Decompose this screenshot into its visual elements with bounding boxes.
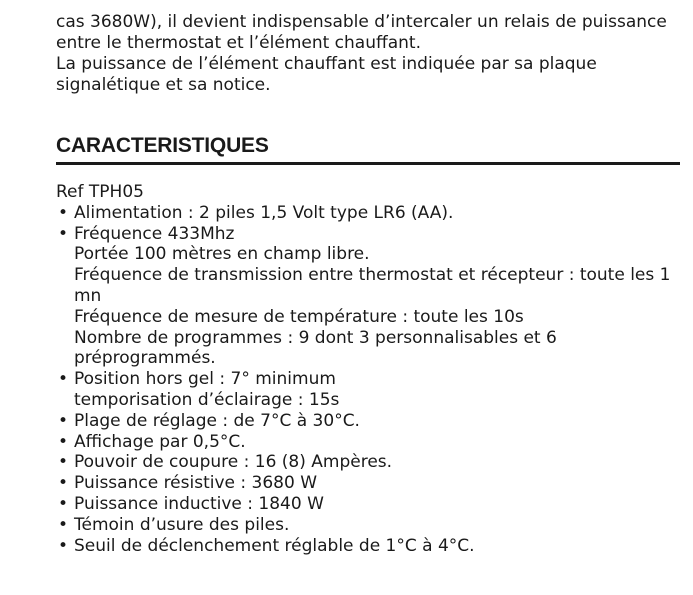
section-heading: CARACTERISTIQUES <box>56 134 680 165</box>
intro-text <box>56 12 676 96</box>
spec-main: Alimentation : 2 piles 1,5 Volt type LR6 (AA). <box>74 202 454 223</box>
spec-main: Puissance résistive : 3680 W <box>74 473 317 494</box>
spec-sub: Nombre de programmes : 9 dont 3 personnalisables et 6 préprogrammés. <box>74 327 557 369</box>
list-item <box>56 203 676 224</box>
intro-paragraph-1: cas 3680W), il devient indispensable d’intercaler un relais de puissance entre le thermostat et l’élément chauffant. <box>56 12 667 53</box>
spec-main: Plage de réglage : de 7°C à 30°C. <box>74 410 360 431</box>
list-item <box>56 536 676 557</box>
list-item <box>56 224 676 370</box>
spec-main: Seuil de déclenchement réglable de 1°C à 4°C. <box>74 535 475 556</box>
spec-main: Affichage par 0,5°C. <box>74 431 246 452</box>
spec-main: Témoin d’usure des piles. <box>74 514 290 535</box>
spec-main: • Fréquence 433Mhz <box>74 223 235 244</box>
product-reference: Ref TPH05 <box>56 182 144 202</box>
spec-sub: Fréquence de mesure de température : toute les 10s <box>74 306 524 327</box>
list-item <box>56 494 676 515</box>
list-item <box>56 411 676 432</box>
spec-sub: temporisation d’éclairage : 15s <box>74 389 340 410</box>
spec-main: • Position hors gel : 7° minimum <box>74 369 336 390</box>
list-item <box>56 369 676 411</box>
intro-paragraph-2: La puissance de l’élément chauffant est indiquée par sa plaque signalétique et sa notice. <box>56 54 597 95</box>
list-item <box>56 452 676 473</box>
spec-list <box>56 203 676 557</box>
list-item <box>56 432 676 453</box>
list-item <box>56 473 676 494</box>
spec-main: Pouvoir de coupure : 16 (8) Ampères. <box>74 452 393 473</box>
list-item <box>56 515 676 536</box>
specifications <box>56 182 676 556</box>
spec-sub: Portée 100 mètres en champ libre. <box>74 244 370 265</box>
spec-main: Puissance inductive : 1840 W <box>74 493 324 514</box>
spec-sub: Fréquence de transmission entre thermostat et récepteur : toute les 1 mn <box>74 265 671 306</box>
